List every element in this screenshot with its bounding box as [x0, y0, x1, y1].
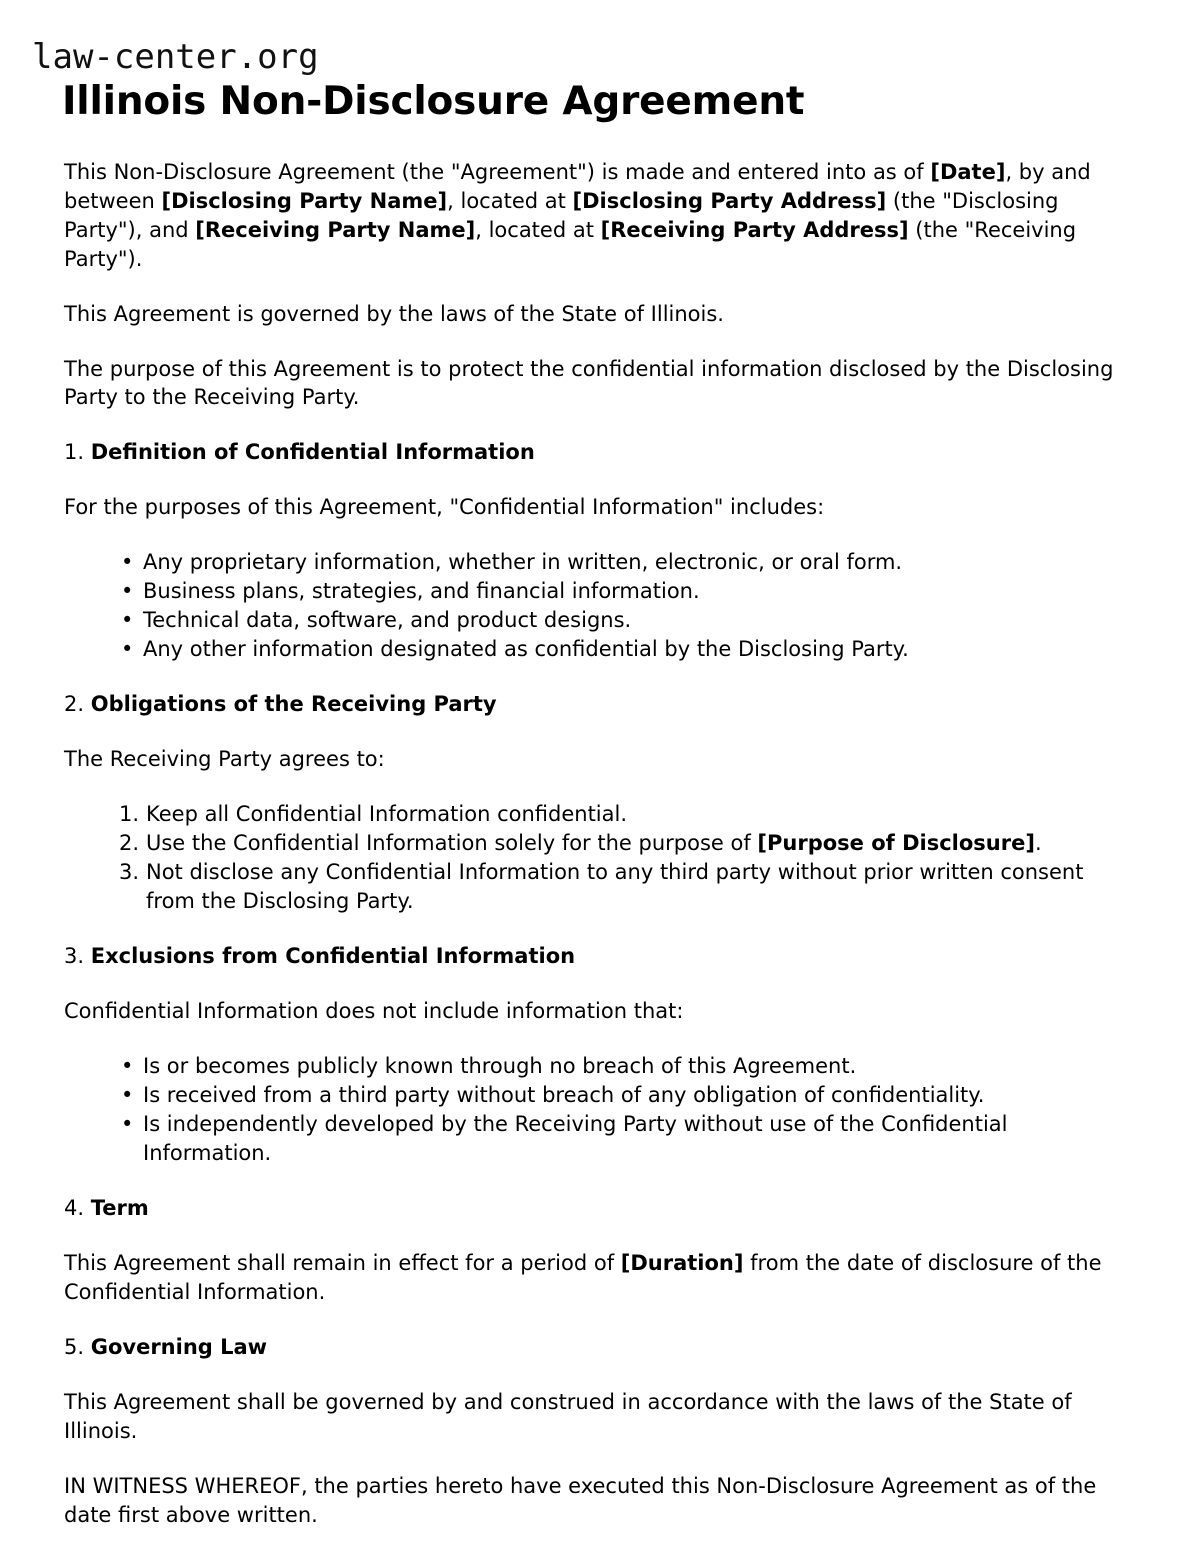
section-4-text-1: This Agreement shall remain in effect for a period of [64, 1250, 621, 1275]
intro-text-3: , located at [447, 188, 573, 213]
section-4-body [64, 1249, 1125, 1307]
section-heading-5 [64, 1333, 1125, 1362]
section-heading-1 [64, 438, 1125, 467]
section-number-2: 2. [64, 692, 85, 717]
placeholder-duration: [Duration] [620, 1250, 744, 1275]
intro-text-4: (the "Disclosing Party"), and [64, 188, 1059, 242]
section-title-3: Exclusions from Confidential Information [90, 944, 576, 969]
list-item: • Is independently developed by the Receiving Party without use of the Confidential Information. [121, 1110, 1125, 1168]
section-number-3: 3. [64, 944, 85, 969]
intro-text-2: , by and between [64, 159, 1091, 213]
intro-text-1: This Non-Disclosure Agreement (the "Agreement") is made and entered into as of [64, 159, 931, 184]
placeholder-receiving-party-name: [Receiving Party Name] [195, 217, 476, 242]
section-title-4: Term [90, 1195, 149, 1220]
placeholder-disclosing-party-address: [Disclosing Party Address] [572, 188, 887, 213]
placeholder-date: [Date] [930, 159, 1006, 184]
intro-paragraph-governing: This Agreement is governed by the laws of the State of Illinois. [64, 301, 724, 326]
list-item: • Is received from a third party without breach of any obligation of confidentiality. [121, 1081, 1125, 1110]
list-item: • Any other information designated as confidential by the Disclosing Party. [121, 635, 1125, 664]
section-number-1: 1. [64, 440, 85, 465]
section-title-1: Definition of Confidential Information [90, 440, 535, 465]
list-item: Not disclose any Confidential Information to any third party without prior written consent from the Disclosing Party. [146, 860, 1084, 914]
list-item: • Is or becomes publicly known through no breach of this Agreement. [121, 1052, 1125, 1081]
list-item: • Any proprietary information, whether in written, electronic, or oral form. [121, 548, 1125, 577]
list-item-text-2: . [1034, 831, 1042, 856]
witness-paragraph: IN WITNESS WHEREOF, the parties hereto have executed this Non-Disclosure Agreement as of the date first above written. [64, 1473, 1097, 1527]
intro-paragraph-purpose: The purpose of this Agreement is to protect the confidential information disclosed by the Disclosing Party to the Receiving Party. [64, 356, 1114, 410]
list-item [119, 829, 1125, 858]
section-number-4: 4. [64, 1195, 85, 1220]
section-heading-2 [64, 690, 1125, 719]
section-heading-4 [64, 1194, 1125, 1223]
section-3-bullet-list [64, 1052, 1125, 1168]
intro-paragraph-parties [64, 158, 1125, 274]
list-item-text-1: Use the Confidential Information solely for the purpose of [146, 831, 758, 856]
section-2-lead: The Receiving Party agrees to: [64, 747, 385, 772]
list-item: • Technical data, software, and product designs. [121, 606, 1125, 635]
section-1-lead: For the purposes of this Agreement, "Confidential Information" includes: [64, 495, 825, 520]
site-name: law-center.org [32, 37, 319, 77]
section-1-bullet-list [64, 548, 1125, 664]
intro-text-6: (the "Receiving Party"). [64, 217, 1077, 271]
section-title-2: Obligations of the Receiving Party [90, 692, 497, 717]
placeholder-purpose-of-disclosure: [Purpose of Disclosure] [757, 831, 1035, 856]
placeholder-disclosing-party-name: [Disclosing Party Name] [161, 188, 448, 213]
list-item: • Business plans, strategies, and financial information. [121, 577, 1125, 606]
section-2-numbered-list [64, 800, 1125, 916]
section-4-text-2: from the date of disclosure of the Confidential Information. [64, 1250, 1102, 1304]
document-body [0, 158, 1191, 1530]
list-item: Keep all Confidential Information confidential. [146, 802, 628, 827]
section-5-body: This Agreement shall be governed by and construed in accordance with the laws of the State of Illinois. [64, 1389, 1072, 1443]
section-number-5: 5. [64, 1334, 85, 1359]
page-title: Illinois Non-Disclosure Agreement [62, 79, 805, 124]
intro-text-5: , located at [475, 217, 601, 242]
placeholder-receiving-party-address: [Receiving Party Address] [600, 217, 909, 242]
section-3-lead: Confidential Information does not include information that: [64, 999, 684, 1024]
section-title-5: Governing Law [90, 1334, 268, 1359]
section-heading-3 [64, 942, 1125, 971]
